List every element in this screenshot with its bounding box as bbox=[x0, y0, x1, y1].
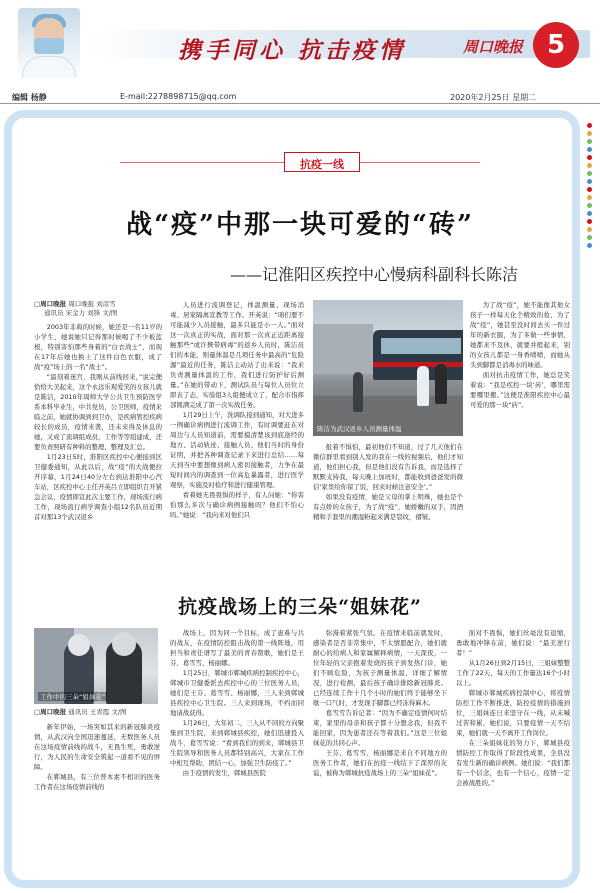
decor-dot bbox=[587, 179, 592, 184]
decor-dot bbox=[587, 219, 592, 224]
decor-dot bbox=[587, 195, 592, 200]
paragraph: 由于疫情的发生，郸城县医院 bbox=[182, 769, 266, 777]
newspaper-logo: 周口晚报 bbox=[463, 38, 524, 56]
side-dots bbox=[583, 120, 597, 251]
paragraph: 1月26日，大年初二，三人从不同的方向聚集到卫生院，来到郸城县疾控，她们迅速投入战斗，葛雪雪说：“看到我们的到来，郸城县卫生院领导和医务人员都特别高兴，大家在工作中相互帮助，团结一心，加强卫生防疫了。” bbox=[170, 719, 304, 767]
article1-title: 战“疫”中那一块可爱的“砖” bbox=[126, 210, 474, 240]
issue-date: 2020年2月25日 星期二 bbox=[450, 93, 537, 102]
article1-column-4 bbox=[470, 300, 570, 584]
decor-dot bbox=[587, 163, 592, 168]
paragraph: 葛雪雪告诉记者：“因为不确定疫情何时结束，家里的母亲和孩子都十分想念我，但我不能回家，因为患者还在等着我们。”这是三位姐妹花的共同心声。 bbox=[313, 709, 447, 747]
info-bar bbox=[0, 88, 600, 104]
page-number-badge: 5 bbox=[533, 22, 579, 68]
decor-dot bbox=[587, 155, 592, 160]
paragraph: 为了战“疫”，她不能像其他女孩子一样每天化个精致的妆，为了战“疫”，她甚至没时间去买一件过年的新衣服，为了多做一些事情，她都来不及休，就要并般起来，别的女孩儿都是一身香喷喷，而她从头到脚都是消毒水的味道。 bbox=[470, 301, 570, 369]
decor-dot bbox=[587, 187, 592, 192]
decor-dot bbox=[587, 203, 592, 208]
paragraph: 人员进行流调登记，体温测量、现场消毒、居家隔离宣教等工作。开英说：“咱们要不可能减少人员接触，最多只能是小一人。”面对这一次真正的实战，面对那一次真正近距离接触那些“或许携带病毒”的返乡人员时，陈洁员们的本能，则量体温是几项任务中最高的“危险源”最近的任务，陈洁主动站了出来说：“我来负责测量体温的工作，我们进行防护好后测量。”在她的带动下，测试队员与每位人员位立即表了态，实验组3人组便成立了，配合市指挥部圆满完成了第一次实战任务。 bbox=[170, 301, 304, 409]
article2-column-1 bbox=[34, 722, 160, 872]
paragraph: 在郸城县，有三位普本素不相识的医务工作者在这场疫情前线的 bbox=[34, 773, 160, 791]
editor-credit: 编辑 杨静 bbox=[12, 93, 47, 102]
article1-column-2 bbox=[170, 300, 304, 584]
paragraph: 王芬、葛雪雪、杨丽娜是来自不同地方的医务工作者，她们在抗疫一线结下了深厚的友谊，被称为郸城抗疫战场上的三朵“姐妹花”。 bbox=[313, 749, 447, 777]
paragraph: 看着她无畏畏惧的样子，有人问她：“你害怕那么多次与确诊病例接触吗？他们不怕心吗。”她说：“我向来对他们只 bbox=[170, 491, 304, 519]
paragraph: 郸城市郸城疾病控制中心，将疫情防控工作不断推进，防控疫情的措施到位，三姐妹连日来坚守在一线，从未喊过苦和累，她们说，只要疫情一天不结束，她们就一天不离开工作岗位。 bbox=[456, 689, 570, 737]
paragraph: 1月23日5时，淮阳区疾控中心便接到区卫健委通知，从此以后，战“疫”的大战便拉开序幕，1月24日40分左右到达淮阳中心汽车站，区疾控中心主任开英吕立即组织召开紧急会议，疫情即宣此次主要工作，现场流行病工作，现场流行病学调查小组12名队员近期首对那13个武汉返乡 bbox=[34, 453, 162, 521]
article2-photo-caption: 工作中的三朵“姐妹花” bbox=[40, 693, 106, 701]
paragraph: 新年伊始，一场突如其来的新冠肺炎疫情，从武汉向全国迅速蔓延，无数医务人员在这场疫情前线的战斗，无畏生死，勇敢逆行，为人民的生命安全筑起一道看不见的屏障。 bbox=[34, 723, 160, 771]
article1-byline: □周口晚报 周口晚报 刘彦雪 通讯员 宋金力 刘锋 文/图 bbox=[34, 300, 118, 317]
decor-dot bbox=[587, 123, 592, 128]
paragraph: 2003年非典的时候，她还是一名11岁的小学生，她说她只记得那时候喝了不少板蓝根，特别害怕那些身着的“白衣战士”，而现在17年后她也换上了这件白色衣服，成了战“疫”场上的一名“战士”。 bbox=[34, 323, 162, 371]
paragraph: “最刻着迷宫，我刚从前线回来，”说完便恰恰大美起来，这个永远乐观爱笑的女孩儿就是陈洁，2010年周师大学公共卫生预防医学系本科毕业生，中共党员，公卫医师，疫情来临之前，她就协调到到卫办，是疾病管控疾病较长的成员，疫情来袭，还未来得及休息的她，又成了流调组成员，工作等等组建成，还要负责照研有种料的整理、整理及汇总。 bbox=[34, 373, 162, 451]
article2-byline: □周口晚报 通讯员 王青霞 文/图 bbox=[34, 708, 127, 716]
article1-subtitle: ——记淮阳区疾控中心慢病科副科长陈洁 bbox=[229, 265, 518, 284]
section-tag: 抗疫一线 bbox=[284, 152, 360, 172]
masthead bbox=[0, 0, 600, 88]
paragraph: 报着不惧怕，最初他们不知道，过了几天他们在微信群里看到别人发的我在一线的视频后，他们才知道，他们担心我，但是他们没有告诉我，而是选择了默默支持我，每天晚上加班时，都能收到爸爸发的微信‘家里给你留了饭，回来时候注意安全’。” bbox=[313, 443, 463, 491]
article1-photo bbox=[313, 300, 463, 436]
decor-dot bbox=[587, 147, 592, 152]
decor-dot bbox=[587, 243, 592, 248]
article2-photo bbox=[34, 628, 158, 704]
decor-dot bbox=[587, 235, 592, 240]
contact-email: E-mail:2278898715@qq.com bbox=[120, 92, 237, 101]
article2-title: 抗疫战场上的三朵“姐妹花” bbox=[178, 596, 422, 618]
decor-dot bbox=[587, 227, 592, 232]
article1-photo-caption: 陈洁为武汉返乡人员测量体温 bbox=[317, 425, 402, 433]
paragraph: 在三朵姐妹花的努力下，郸城县疫情防控工作取得了阶段性成果，全县没有发生新的确诊病例。她们说：“我们都有一个信念，也有一个信心，疫情一定会被战胜的。” bbox=[456, 739, 570, 787]
decor-dot bbox=[587, 171, 592, 176]
decor-dot bbox=[587, 131, 592, 136]
paragraph: 战场上，因为同一个目标，成了患难与共的战友，在疫情防控阻击战的第一线阵地，用担当和责任谱写了最美的青春赞歌，她们是王芬、葛雪雪、杨丽娜。 bbox=[170, 629, 304, 667]
decor-dot bbox=[587, 211, 592, 216]
paragraph: 1月29日上午，洗调队接到通知，对大进多一例确诊病例进行流调工作，有时调要赶在对周边与人员知道前，需要摸清楚该到底途经的地方、活动轨迹、接触人员、他们当时的身份证明，并把各种调查记录下来进行总结……每天到当中要想像到病人密切接触者，力争在最短时间内的调查到一位高危暴露者，进行医学观察，实施及时检疗和进行健康管理。 bbox=[170, 411, 304, 489]
paragraph: 从1月26日到2月15日，三姐妹整整工作了22天，每天的工作量达16个小时以上。 bbox=[456, 659, 570, 687]
paragraph: 面对不畏惧，她们丝毫没有退缩，勇敢地冲锋在前，她们说：“最美逆行者！” bbox=[456, 629, 570, 657]
article2-column-4 bbox=[456, 628, 570, 872]
article2-column-2 bbox=[170, 628, 304, 872]
paragraph: 面对抗击疫情工作，她总是笑着说：“我是疾控一块‘砖’，哪里需要哪里搬。”这便是淮阳疾控中心最可爱的那一块“砖”。 bbox=[470, 371, 570, 409]
paragraph: 1月25日，郸城市郸城疾病控制疾控中心，郸城市卫健委派去疾控中心的三位医务人员，她们是王芬、葛雪雪、杨丽娜，三人来到郸城县疾控中心卫生院。三人来到现场，不约而同地请战获得。 bbox=[170, 669, 304, 717]
article1-column-3 bbox=[313, 442, 463, 584]
article2-column-3 bbox=[313, 628, 447, 872]
paragraph: 如果没有疫情，她是父母的掌上明珠，她也是个有点娇的女孩子，为了战“疫”，她娇嫩的双手，因酒精和手套里的潮湿粉起来满是裂纹，褶皱。 bbox=[313, 493, 463, 521]
article1-column-1 bbox=[34, 322, 162, 584]
doctor-illustration bbox=[18, 8, 80, 78]
paragraph: 弥漫着紧张气氛。在疫情来临前就发时，感染者是否非常集中，不太情愿配合，她们就耐心的给病人和家属解释病情，一天深夜，一位年轻的父亲抱着发烧的孩子到发热门诊，她们不顾危险，为孩子测量体温、详细了解情况，进行检测，最后孩子确诊排除新冠肺炎。已经连续工作十几个小时的她们终于能够坐下歇一口气时，才发现手脚都已经冻得麻木。 bbox=[313, 629, 447, 707]
decor-dot bbox=[587, 139, 592, 144]
page-slogan: 携手同心 抗击疫情 bbox=[178, 37, 407, 64]
